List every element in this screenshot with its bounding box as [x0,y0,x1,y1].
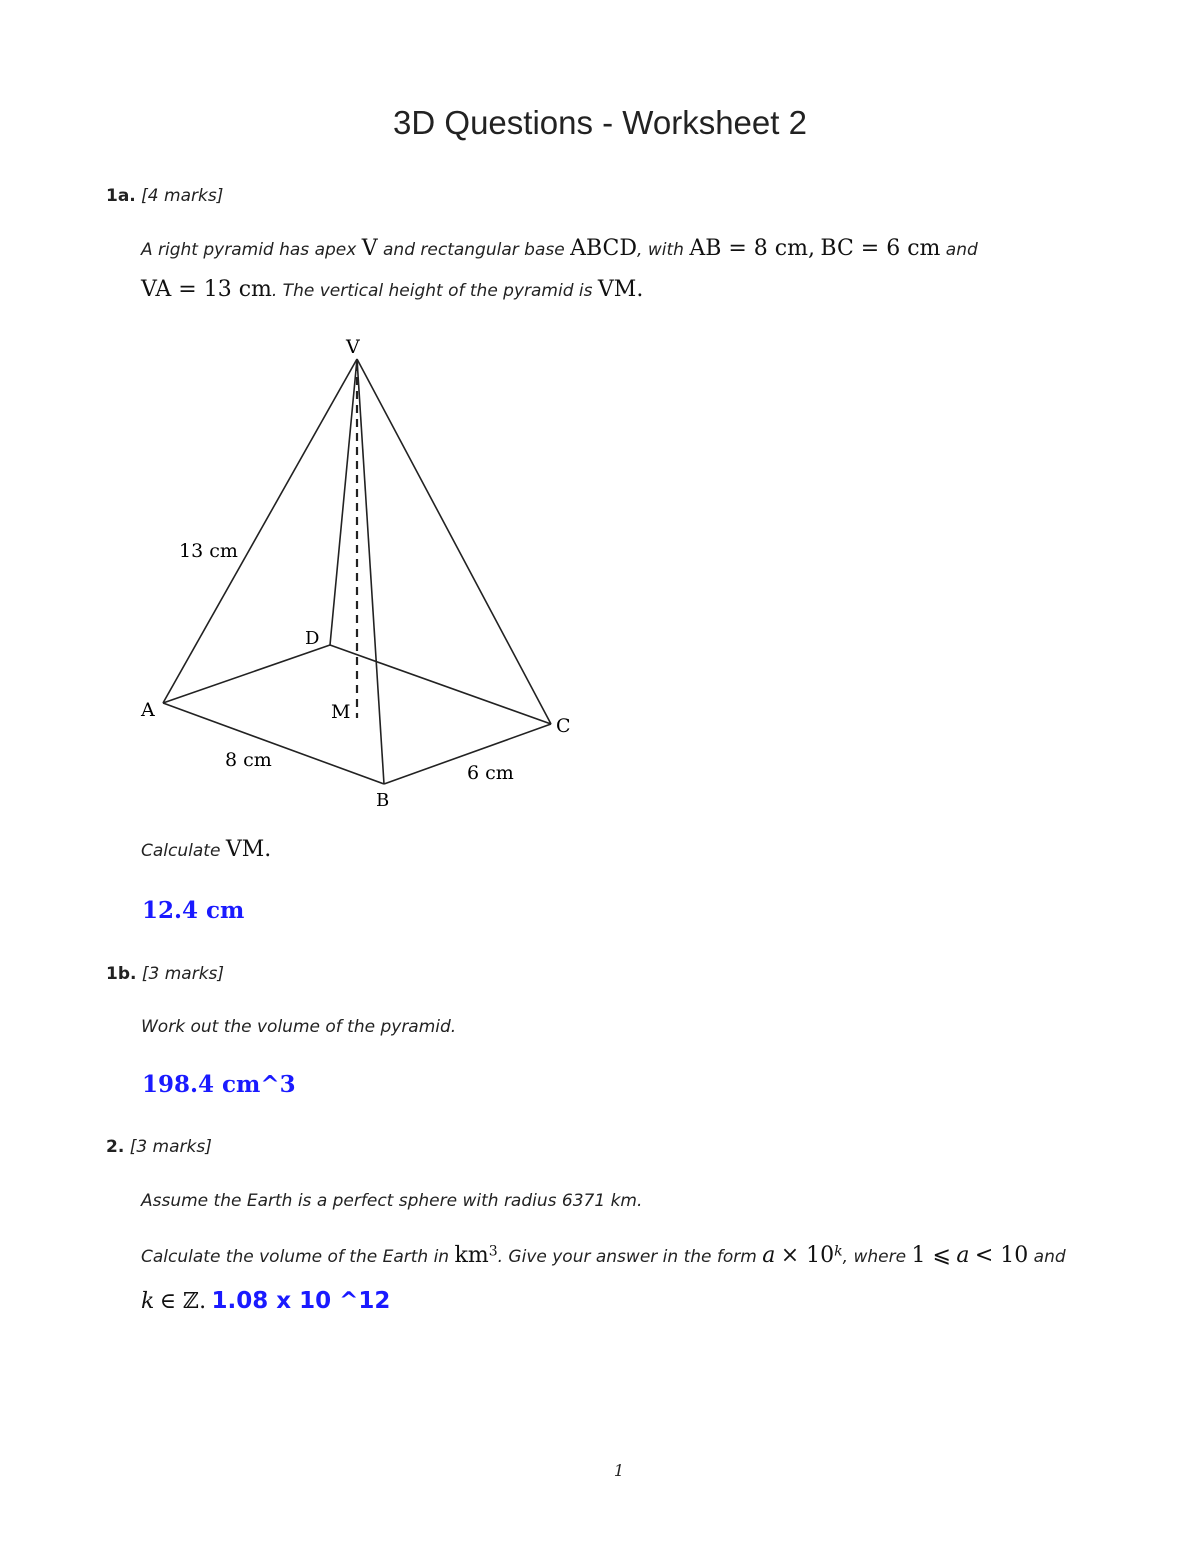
math-ab: AB = 8 cm [689,236,808,261]
vertex-label-a: A [141,699,155,721]
question-2-header [106,1137,212,1157]
math-unit-exponent: 3 [488,1243,498,1260]
math-v: V [361,236,378,261]
math-a: a [762,1243,776,1268]
q2-text: , where [842,1247,907,1267]
vertex-label-b: B [376,790,390,811]
q1a-text: . The vertical height of the pyramid is [271,281,593,301]
edge-dc [330,645,551,724]
edge-ad [163,645,330,703]
question-number: 1a. [106,186,136,206]
q1a-text: A right pyramid has apex [141,240,357,260]
math-vm: VM [225,837,265,862]
vertex-label-v: V [346,336,360,358]
question-2-line-1: Assume the Earth is a perfect sphere with radius 6371 km. [141,1191,643,1211]
question-marks: [4 marks] [141,186,224,206]
math-condition: < 10 [974,1243,1029,1268]
question-2-line-2 [141,1243,1066,1268]
math-unit: km [454,1243,489,1268]
math-k: k [141,1289,155,1314]
edge-label-13cm: 13 cm [179,540,238,562]
edge-vc [357,359,551,724]
math-abcd: ABCD [570,236,638,261]
point-label-m: M [331,701,351,723]
vertex-label-c: C [556,715,571,737]
page-number: 1 [613,1461,625,1480]
math-condition: 1 ⩽ [911,1243,951,1268]
q1a-text: , with [637,240,684,260]
q1a-text: and rectangular base [383,240,565,260]
edge-vb [357,359,384,784]
q2-text: . Give your answer in the form [497,1247,757,1267]
math-times-ten: × 10 [780,1243,835,1268]
q1a-prompt-text: Calculate [141,841,221,861]
question-1a-prompt [141,837,271,862]
edge-label-8cm: 8 cm [225,749,272,771]
edge-ab [163,703,384,784]
answer-1a: 12.4 cm [142,897,245,924]
edge-vd [330,359,357,645]
question-1b-prompt: Work out the volume of the pyramid. [141,1017,457,1037]
q2-text: and [1033,1247,1066,1267]
math-a: a [956,1243,970,1268]
math-va: VA = 13 cm [141,277,272,302]
answer-2: 1.08 x 10 ^12 [211,1288,391,1314]
question-marks: [3 marks] [141,964,225,984]
math-period: . [199,1289,207,1314]
q2-text: Calculate the volume of the Earth in [141,1247,450,1267]
vertex-label-d: D [305,628,320,649]
edge-va [163,359,357,703]
edge-label-6cm: 6 cm [467,762,514,784]
math-vm: VM [597,277,637,302]
page-title: 3D Questions - Worksheet 2 [393,104,807,141]
question-number: 1b. [106,964,137,984]
question-2-line-3 [141,1288,390,1314]
question-number: 2. [106,1137,125,1157]
math-k-exponent: k [834,1243,843,1260]
math-period: . [264,837,272,862]
q1a-text: and [945,240,978,260]
math-comma: , [807,236,815,261]
math-period: . [636,277,644,302]
question-1b-header [106,964,224,984]
answer-1b: 198.4 cm^3 [142,1071,296,1098]
math-bc: BC = 6 cm [820,236,941,261]
math-integers: ∈ ℤ [159,1289,200,1314]
question-marks: [3 marks] [129,1137,212,1157]
